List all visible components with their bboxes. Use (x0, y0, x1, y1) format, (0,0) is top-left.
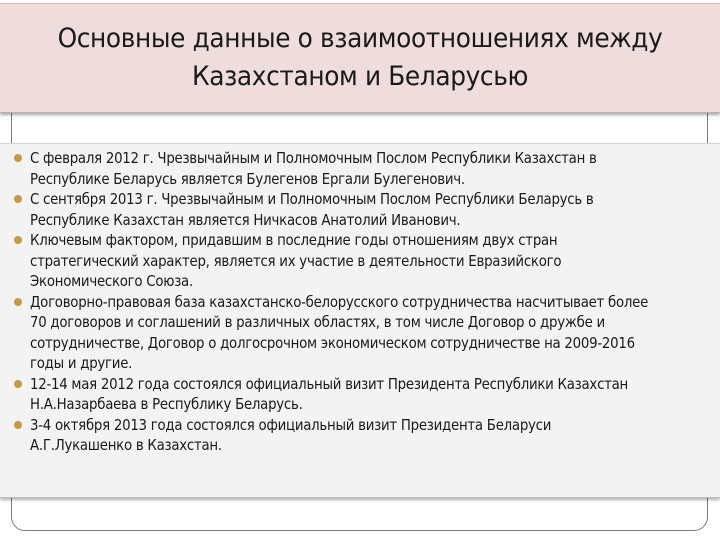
bullet-text-line: Н.А.Назарбаева в Республику Беларусь. (30, 395, 303, 413)
bullet-item (0, 374, 720, 415)
bullet-text-line: 12-14 мая 2012 года состоялся официальный визит Президента Республики Казахстан (30, 374, 629, 393)
bullet-text-line: Экономического Союза. (30, 272, 193, 290)
bullet-text (30, 292, 715, 374)
bullet-text (30, 415, 715, 456)
bullet-text (30, 189, 715, 230)
bullet-list (0, 148, 720, 456)
bullet-item (0, 415, 720, 456)
bullet-item (0, 292, 720, 374)
bullet-icon (14, 380, 22, 388)
title-line-2: Казахстаном и Беларусью (191, 61, 529, 92)
bullet-text-line: сотрудничестве, Договор о долгосрочном экономическом сотрудничестве на 2009-2016 (30, 333, 635, 352)
bullet-text-line: 70 договоров и соглашений в различных областях, в том числе Договор о дружбе и (30, 313, 605, 331)
bullet-text-line: Ключевым фактором, придавшим в последние годы отношениям двух стран (30, 231, 558, 249)
bullet-text-line: А.Г.Лукашенко в Казахстан. (30, 436, 222, 454)
bullet-item (0, 189, 720, 230)
bullet-icon (14, 421, 22, 429)
bullet-text (30, 148, 715, 189)
bullet-text-line: Республике Казахстан является Ничкасов Анатолий Иванович. (30, 210, 461, 229)
title-panel (0, 3, 720, 113)
bullet-text-line: стратегический характер, является их участие в деятельности Евразийского (30, 251, 562, 270)
bullet-text (30, 374, 715, 415)
bullet-text-line: 3-4 октября 2013 года состоялся официальный визит Президента Беларуси (30, 415, 552, 434)
bullet-icon (14, 154, 22, 162)
bullet-icon (14, 298, 22, 306)
bullet-icon (14, 195, 22, 203)
bullet-item (0, 148, 720, 189)
bullet-item (0, 230, 720, 292)
bullet-text-line: Республике Беларусь является Булегенов Ергали Булегенович. (30, 169, 465, 188)
slide-title (29, 20, 691, 96)
bullet-text-line: годы и другие. (30, 354, 133, 372)
bullet-text-line: С февраля 2012 г. Чрезвычайным и Полномочным Послом Республики Казахстан в (30, 149, 597, 167)
title-line-1: Основные данные о взаимоотношениях между (57, 23, 663, 54)
bullet-text (30, 230, 715, 292)
bullet-icon (14, 236, 22, 244)
bullet-text-line: С сентября 2013 г. Чрезвычайным и Полномочным Послом Республики Беларусь в (30, 190, 594, 208)
bullet-text-line: Договорно-правовая база казахстанско-белорусского сотрудничества насчитывает более (30, 292, 649, 311)
content-panel (0, 143, 720, 498)
